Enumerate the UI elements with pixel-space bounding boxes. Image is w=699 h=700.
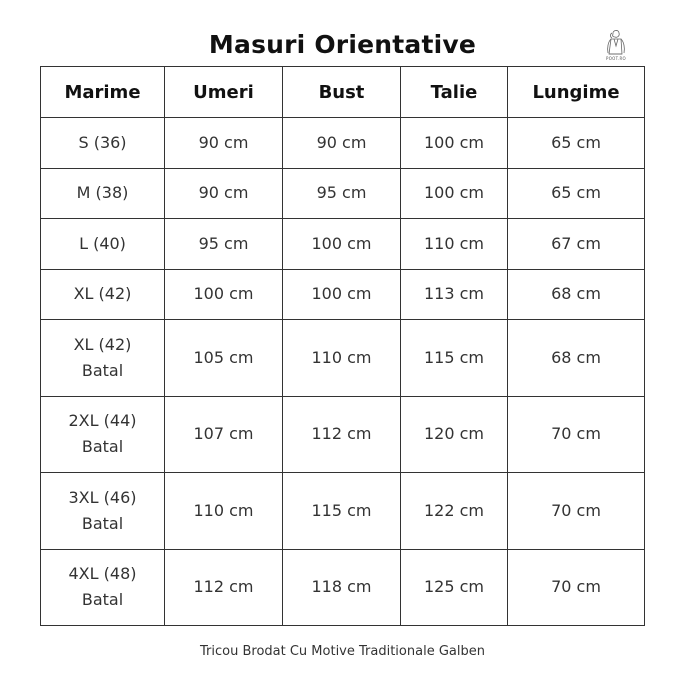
- size-label: 4XL (48): [68, 564, 137, 584]
- cell-talie: 125 cm: [401, 549, 508, 626]
- cell-size: [41, 549, 165, 626]
- cell-lungime: 65 cm: [508, 168, 645, 219]
- table-row: [41, 219, 645, 270]
- cell-size: [41, 118, 165, 169]
- size-label: L (40): [79, 233, 126, 253]
- size-label: 2XL (44): [68, 411, 137, 431]
- table-row: [41, 320, 645, 397]
- cell-umeri: 90 cm: [165, 168, 283, 219]
- cell-bust: 100 cm: [283, 269, 401, 320]
- cell-bust: 115 cm: [283, 473, 401, 550]
- size-chart-table: [40, 66, 645, 626]
- header-umeri: Umeri: [165, 67, 283, 118]
- cell-umeri: 110 cm: [165, 473, 283, 550]
- cell-bust: 110 cm: [283, 320, 401, 397]
- cell-umeri: 107 cm: [165, 396, 283, 473]
- size-label: XL (42): [73, 334, 132, 354]
- cell-umeri: 112 cm: [165, 549, 283, 626]
- cell-talie: 113 cm: [401, 269, 508, 320]
- table-row: [41, 168, 645, 219]
- cell-talie: 115 cm: [401, 320, 508, 397]
- size-label: S (36): [78, 132, 127, 152]
- cell-lungime: 68 cm: [508, 269, 645, 320]
- cell-size: [41, 473, 165, 550]
- size-label: 3XL (46): [68, 487, 137, 507]
- cell-size: [41, 219, 165, 270]
- header-bust: Bust: [283, 67, 401, 118]
- cell-bust: 112 cm: [283, 396, 401, 473]
- cell-talie: 100 cm: [401, 118, 508, 169]
- table-row: [41, 473, 645, 550]
- header-talie: Talie: [401, 67, 508, 118]
- header-marime: Marime: [41, 67, 165, 118]
- header-lungime: Lungime: [508, 67, 645, 118]
- size-fit-label: Batal: [81, 590, 124, 610]
- table-row: [41, 396, 645, 473]
- cell-lungime: 67 cm: [508, 219, 645, 270]
- product-caption: Tricou Brodat Cu Motive Traditionale Galben: [200, 644, 485, 659]
- cell-umeri: 90 cm: [165, 118, 283, 169]
- cell-size: [41, 168, 165, 219]
- cell-size: [41, 269, 165, 320]
- cell-lungime: 70 cm: [508, 473, 645, 550]
- cell-lungime: 70 cm: [508, 549, 645, 626]
- cell-talie: 122 cm: [401, 473, 508, 550]
- cell-talie: 110 cm: [401, 219, 508, 270]
- cell-bust: 90 cm: [283, 118, 401, 169]
- table-row: [41, 118, 645, 169]
- cell-size: [41, 396, 165, 473]
- cell-size: [41, 320, 165, 397]
- cell-lungime: 65 cm: [508, 118, 645, 169]
- cell-bust: 100 cm: [283, 219, 401, 270]
- size-fit-label: Batal: [81, 437, 124, 457]
- size-fit-label: Batal: [81, 360, 124, 380]
- page-title: Masuri Orientative: [208, 30, 477, 59]
- table-row: [41, 549, 645, 626]
- cell-talie: 100 cm: [401, 168, 508, 219]
- size-label: M (38): [76, 183, 129, 203]
- cell-umeri: 100 cm: [165, 269, 283, 320]
- logo-text: POOT.RO: [606, 56, 626, 61]
- cell-umeri: 105 cm: [165, 320, 283, 397]
- cell-talie: 120 cm: [401, 396, 508, 473]
- size-fit-label: Batal: [81, 513, 124, 533]
- table-header-row: [41, 67, 645, 118]
- cell-bust: 95 cm: [283, 168, 401, 219]
- cell-lungime: 68 cm: [508, 320, 645, 397]
- cell-bust: 118 cm: [283, 549, 401, 626]
- size-label: XL (42): [73, 284, 132, 304]
- cell-lungime: 70 cm: [508, 396, 645, 473]
- table-row: [41, 269, 645, 320]
- person-sketch-icon: [600, 28, 632, 58]
- cell-umeri: 95 cm: [165, 219, 283, 270]
